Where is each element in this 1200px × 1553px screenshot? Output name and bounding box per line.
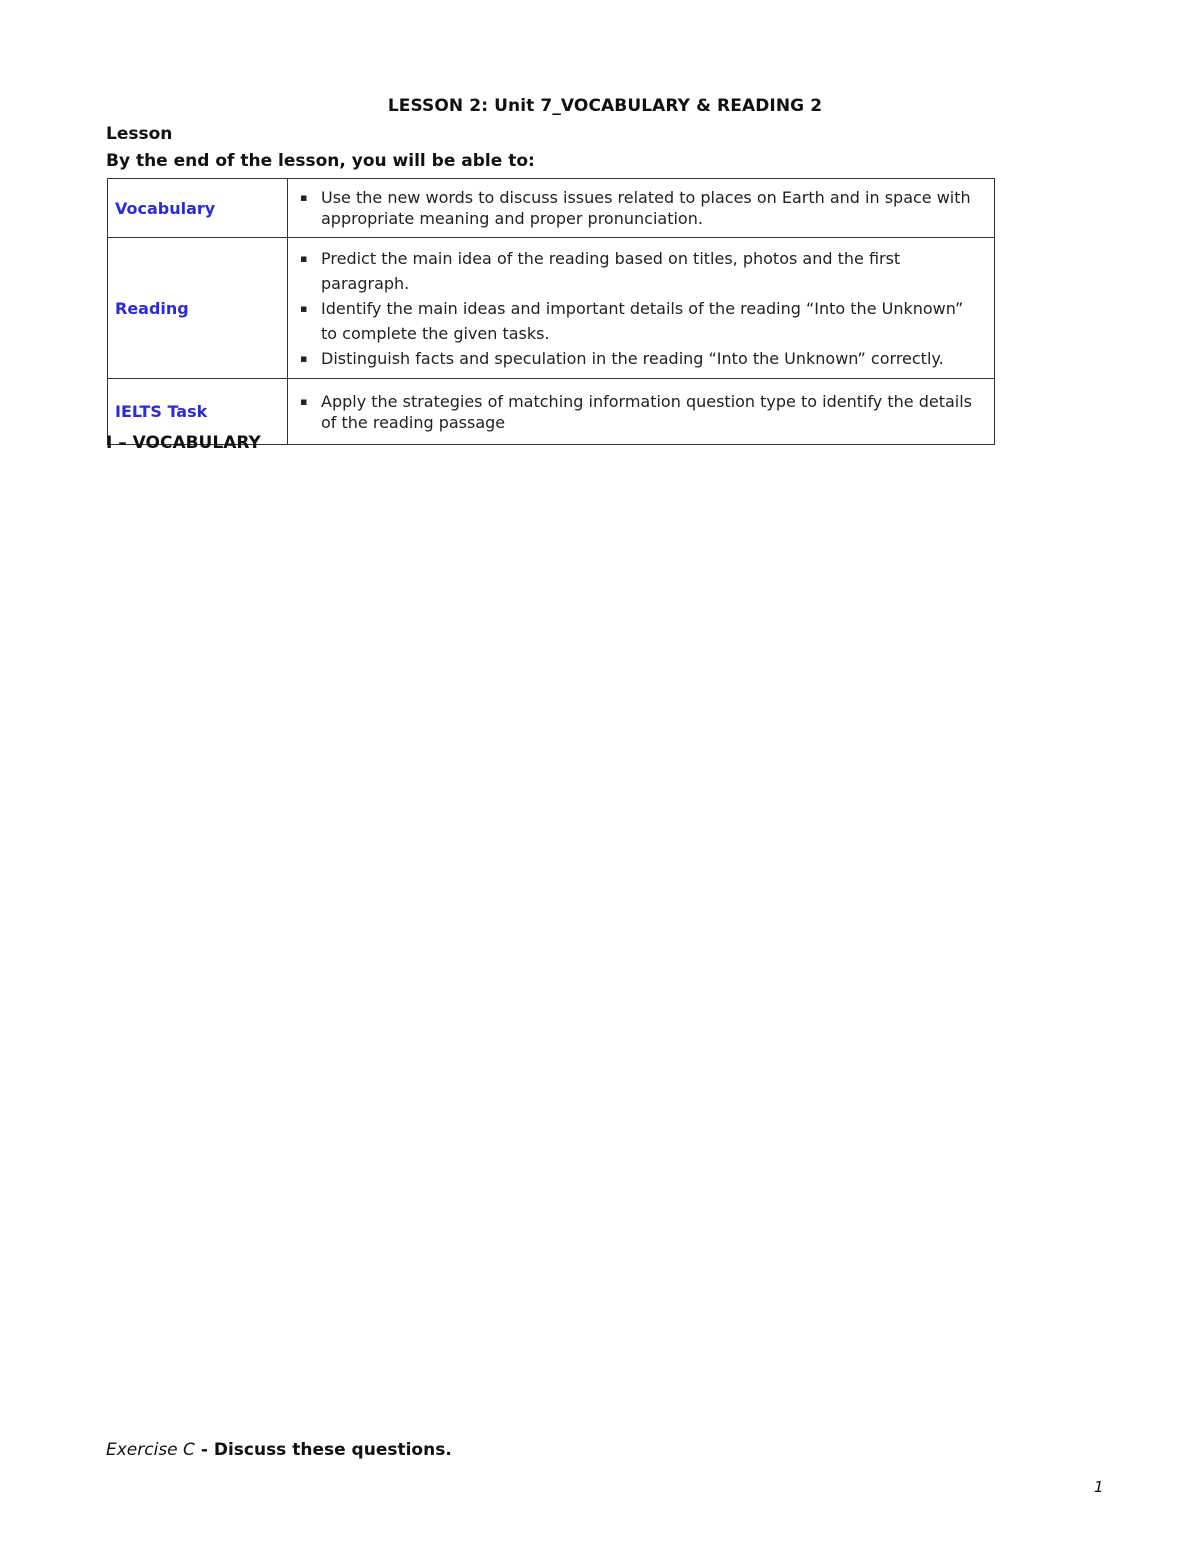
objective-row-vocabulary [108,179,995,238]
bullet-icon: ▪ [300,191,308,204]
section-heading-vocabulary: I – VOCABULARY [106,433,261,453]
objective-item [298,391,984,433]
objective-category: Vocabulary [108,179,288,238]
bullet-icon: ▪ [300,301,308,315]
exercise-separator: - [194,1440,214,1460]
objectives-table [107,178,995,445]
objective-item-text: Distinguish facts and speculation in the reading “Into the Unknown” correctly. [321,348,944,368]
exercise-name: Exercise C [106,1440,195,1460]
objective-item [298,346,984,371]
objective-item-text: Predict the main idea of the reading based on titles, photos and the first paragraph. [321,248,901,293]
objective-category: IELTS Task [108,379,288,445]
objective-items [288,238,995,379]
exercise-c-line [106,1440,452,1460]
bullet-icon: ▪ [300,394,308,408]
objective-item-text: Apply the strategies of matching information question type to identify the details of the reading passage [321,391,972,432]
objective-item-text: Identify the main ideas and important details of the reading “Into the Unknown” to complete the given tasks. [321,298,964,343]
objective-row-reading [108,238,995,379]
page-number: 1 [1094,1478,1104,1496]
objective-items [288,379,995,445]
objective-item [298,187,984,229]
objective-item [298,296,984,346]
bullet-icon: ▪ [300,351,308,365]
objective-item-text: Use the new words to discuss issues related to places on Earth and in space with appropriate meaning and proper pronunciation. [321,188,971,228]
objective-item [298,246,984,296]
exercise-instruction: Discuss these questions. [213,1440,452,1460]
objective-items [288,179,995,238]
objectives-intro: By the end of the lesson, you will be able to: [106,151,535,171]
lesson-label: Lesson [106,124,173,144]
page-title: LESSON 2: Unit 7_VOCABULARY & READING 2 [387,96,823,116]
bullet-icon: ▪ [300,251,308,265]
objective-category: Reading [108,238,288,379]
